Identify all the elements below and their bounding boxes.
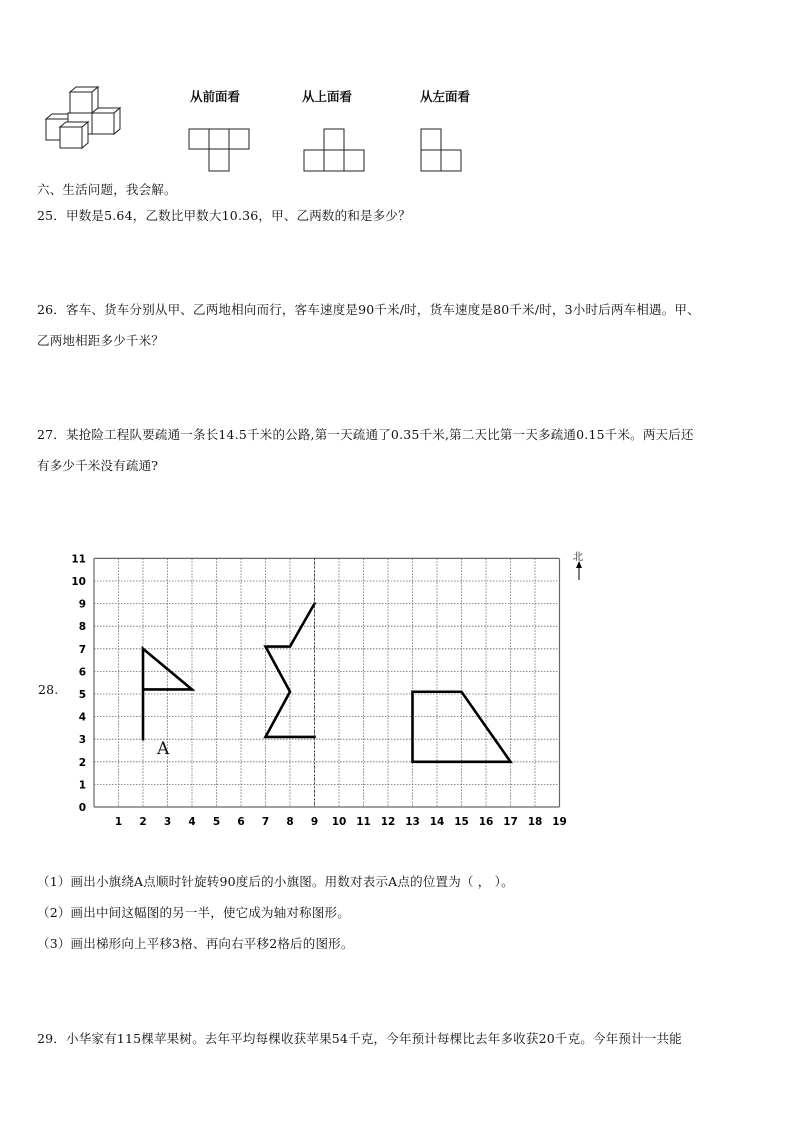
x-tick-label: 7 [261, 816, 270, 828]
left-view-label: 从左面看 [420, 89, 471, 104]
x-tick-label: 9 [310, 816, 319, 828]
question-25: 25．甲数是5.64，乙数比甲数大10.36，甲、乙两数的和是多少？ [37, 208, 411, 223]
x-tick-label: 14 [429, 816, 445, 828]
x-tick-label: 15 [454, 816, 469, 828]
x-tick-label: 16 [478, 816, 494, 828]
y-tick-label: 5 [78, 689, 86, 701]
y-tick-label: 7 [78, 643, 86, 656]
question-27-line2: 有多少千米没有疏通? [37, 458, 159, 473]
x-tick-label: 19 [552, 816, 567, 828]
point-a-label: A [157, 739, 170, 759]
y-tick-label: 11 [71, 553, 86, 566]
y-tick-label: 0 [78, 802, 86, 814]
coordinate-grid [60, 546, 600, 836]
x-tick-label: 3 [163, 816, 172, 828]
question-28-sub2: （2）画出中间这幅图的另一半，使它成为轴对称图形。 [37, 905, 350, 920]
y-tick-label: 4 [78, 711, 86, 724]
question-28-number: 28. [38, 682, 59, 697]
y-tick-label: 9 [78, 598, 86, 611]
y-tick-label: 10 [71, 576, 86, 588]
question-26-line1: 26．客车、货车分别从甲、乙两地相向而行，客车速度是90千米/时，货车速度是80千米/时，3小时后两车相遇。甲、 [37, 302, 700, 317]
x-tick-label: 18 [527, 816, 543, 828]
x-tick-label: 8 [286, 816, 294, 828]
x-tick-label: 5 [212, 816, 221, 828]
x-tick-label: 12 [380, 816, 396, 828]
x-tick-label: 10 [331, 816, 347, 828]
cube-stack-figure [40, 84, 130, 156]
north-arrow [576, 561, 582, 580]
question-29: 29．小华家有115棵苹果树。去年平均每棵收获苹果54千克，今年预计每棵比去年多收获20千克。今年预计一共能 [37, 1031, 682, 1046]
x-tick-label: 1 [114, 816, 123, 828]
question-28-sub3: （3）画出梯形向上平移3格、再向右平移2格后的图形。 [37, 936, 354, 951]
x-tick-label: 13 [405, 816, 420, 828]
y-tick-label: 8 [78, 621, 86, 634]
x-tick-label: 6 [237, 816, 245, 828]
top-view-diagram [303, 128, 367, 174]
y-tick-label: 2 [78, 756, 86, 769]
front-view-diagram [188, 128, 250, 174]
x-tick-label: 4 [188, 816, 196, 828]
y-tick-label: 3 [78, 734, 86, 747]
question-27-line1: 27．某抢险工程队要疏通一条长14.5千米的公路,第一天疏通了0.35千米,第二天比第一天多疏通0.15千米。两天后还 [37, 427, 694, 442]
question-28-sub1: （1）画出小旗绕A点顺时针旋转90度后的小旗图。用数对表示A点的位置为（ ， ）。 [37, 874, 514, 889]
y-tick-label: 1 [78, 779, 86, 792]
x-tick-label: 11 [356, 816, 371, 828]
front-view-label: 从前面看 [190, 89, 241, 104]
north-label: 北 [573, 552, 583, 563]
x-tick-label: 17 [503, 816, 518, 828]
left-view-diagram [420, 128, 464, 174]
question-26-line2: 乙两地相距多少千米？ [37, 333, 165, 348]
x-tick-label: 2 [139, 816, 147, 828]
section-six-title: 六、生活问题，我会解。 [37, 182, 177, 197]
y-tick-label: 6 [78, 666, 86, 679]
top-view-label: 从上面看 [302, 89, 353, 104]
